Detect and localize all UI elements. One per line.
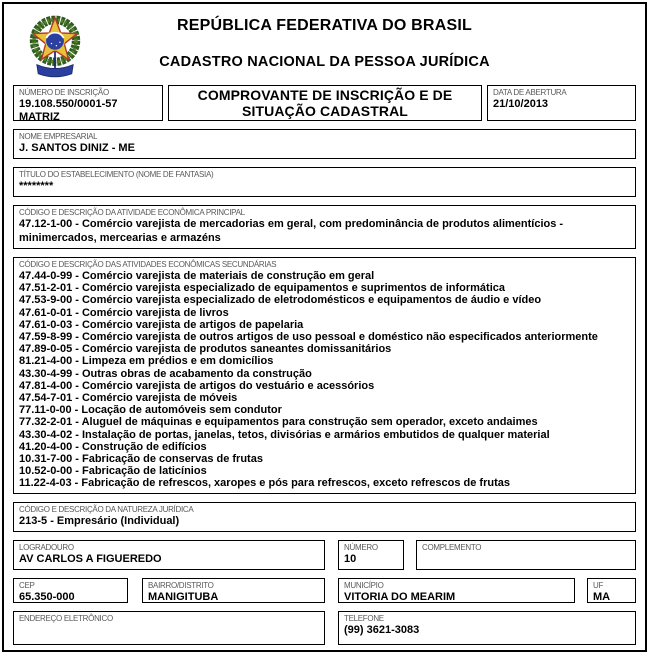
secondary-activity-item: 47.89-0-05 - Comércio varejista de produtos saneantes domissanitários (19, 343, 392, 356)
secondary-activity-item: 47.59-8-99 - Comércio varejista de outros artigos de uso pessoal e doméstico não especificados anteriormente (19, 331, 598, 344)
cep-label: CEP (19, 580, 35, 590)
company-name-box (13, 129, 636, 159)
inscription-box (13, 85, 163, 121)
inscription-type: MATRIZ (19, 111, 60, 123)
secondary-activity-item: 43.30-4-02 - Instalação de portas, janelas, tetos, divisórias e armários embutidos de qualquer material (19, 428, 550, 441)
trade-name-label: TÍTULO DO ESTABELECIMENTO (NOME DE FANTASIA) (19, 170, 214, 179)
state-box (587, 578, 636, 603)
district-value: MANIGITUBA (148, 590, 219, 603)
company-name-label: NOME EMPRESARIAL (19, 132, 98, 141)
top-row (13, 85, 636, 121)
opening-date-label: DATA DE ABERTURA (493, 88, 567, 97)
phone-box (338, 611, 636, 645)
secondary-activity-item: 47.44-0-99 - Comércio varejista de materiais de construção em geral (19, 270, 375, 282)
phone-value: (99) 3621-3083 (344, 623, 420, 636)
legal-nature-value: 213-5 - Empresário (Individual) (19, 514, 180, 527)
main-activity-value: 47.12-1-00 - Comércio varejista de mercadorias em geral, com predominância de produtos alimentícios - minimercados, mercearias e armazéns (19, 218, 564, 244)
opening-date-value: 21/10/2013 (493, 98, 549, 110)
secondary-activity-item: 47.61-0-03 - Comércio varejista de artigos de papelaria (19, 318, 304, 331)
secondary-activity-item: 77.11-0-00 - Locação de automóveis sem condutor (19, 404, 282, 417)
secondary-activity-item: 47.61-0-01 - Comércio varejista de livros (19, 306, 229, 319)
secondary-activity-item: 10.52-0-00 - Fabricação de laticínios (19, 465, 207, 478)
secondary-activities-label: CÓDIGO E DESCRIÇÃO DAS ATIVIDADES ECONÔMICAS SECUNDÁRIAS (19, 260, 277, 269)
street-label: LOGRADOURO (19, 542, 74, 552)
state-label: UF (593, 580, 604, 590)
district-box (142, 578, 325, 603)
secondary-activities-box (13, 257, 636, 494)
complement-value (422, 553, 630, 566)
cep-value: 65.350-000 (19, 590, 75, 603)
document-title-box (168, 85, 482, 121)
main-activity-label: CÓDIGO E DESCRIÇÃO DA ATIVIDADE ECONÔMICA PRINCIPAL (19, 208, 245, 217)
number-label: NÚMERO (344, 542, 378, 552)
secondary-activity-item: 81.21-4-00 - Limpeza em prédios e em domicílios (19, 355, 274, 368)
document-title-line1: COMPROVANTE DE INSCRIÇÃO E DE (197, 86, 453, 103)
address-row-2 (13, 578, 636, 603)
secondary-activity-item: 47.51-2-01 - Comércio varejista especializado de equipamentos e suprimentos de informática (19, 282, 506, 295)
email-box (13, 611, 325, 645)
city-value: VITORIA DO MEARIM (344, 590, 456, 603)
state-value: MA (593, 590, 611, 603)
address-row-1 (13, 540, 636, 570)
complement-box (416, 540, 636, 570)
secondary-activity-item: 47.53-9-00 - Comércio varejista especializado de eletrodomésticos e equipamentos de áudio e vídeo (19, 294, 542, 307)
legal-nature-box (13, 502, 636, 532)
trade-name-value: ******** (19, 180, 54, 192)
district-label: BAIRRO/DISTRITO (148, 580, 214, 590)
legal-nature-label: CÓDIGO E DESCRIÇÃO DA NATUREZA JURÍDICA (19, 504, 194, 514)
secondary-activity-item: 43.30-4-99 - Outras obras de acabamento da construção (19, 367, 312, 380)
secondary-activity-item: 11.22-4-03 - Fabricação de refrescos, xaropes e pós para refrescos, exceto refrescos de frutas (19, 477, 510, 490)
registry-title: CADASTRO NACIONAL DA PESSOA JURÍDICA (159, 54, 490, 70)
city-box (338, 578, 575, 603)
header (4, 4, 645, 85)
republic-title: REPÚBLICA FEDERATIVA DO BRASIL (177, 17, 472, 34)
number-box (338, 540, 404, 570)
contact-row (13, 611, 636, 645)
document-frame (2, 2, 647, 652)
main-activity-box (13, 205, 636, 249)
number-value: 10 (344, 552, 357, 565)
secondary-activity-item: 10.31-7-00 - Fabricação de conservas de frutas (19, 453, 263, 466)
complement-label: COMPLEMENTO (422, 542, 482, 552)
trade-name-box (13, 167, 636, 197)
phone-label: TELEFONE (344, 613, 384, 623)
secondary-activity-item: 77.32-2-01 - Aluguel de máquinas e equipamentos para construção sem operador, exceto andaimes (19, 416, 538, 429)
cep-box (13, 578, 128, 603)
document-title-line2: SITUAÇÃO CADASTRAL (242, 102, 408, 119)
inscription-number: 19.108.550/0001-57 (19, 98, 118, 110)
city-label: MUNICÍPIO (344, 580, 384, 590)
secondary-activity-item: 47.54-7-01 - Comércio varejista de móveis (19, 392, 238, 405)
email-label: ENDEREÇO ELETRÔNICO (19, 613, 113, 623)
document-content (4, 85, 645, 645)
email-value (19, 624, 319, 637)
secondary-activity-item: 47.81-4-00 - Comércio varejista de artigos do vestuário e acessórios (19, 379, 375, 392)
company-name-value: J. SANTOS DINIZ - ME (19, 142, 135, 154)
street-box (13, 540, 325, 570)
opening-date-box (487, 85, 636, 121)
street-value: AV CARLOS A FIGUEREDO (19, 552, 162, 565)
secondary-activity-item: 41.20-4-00 - Construção de edifícios (19, 440, 207, 453)
brazil-coat-of-arms-icon (20, 8, 90, 82)
inscription-label: NÚMERO DE INSCRIÇÃO (19, 88, 109, 97)
